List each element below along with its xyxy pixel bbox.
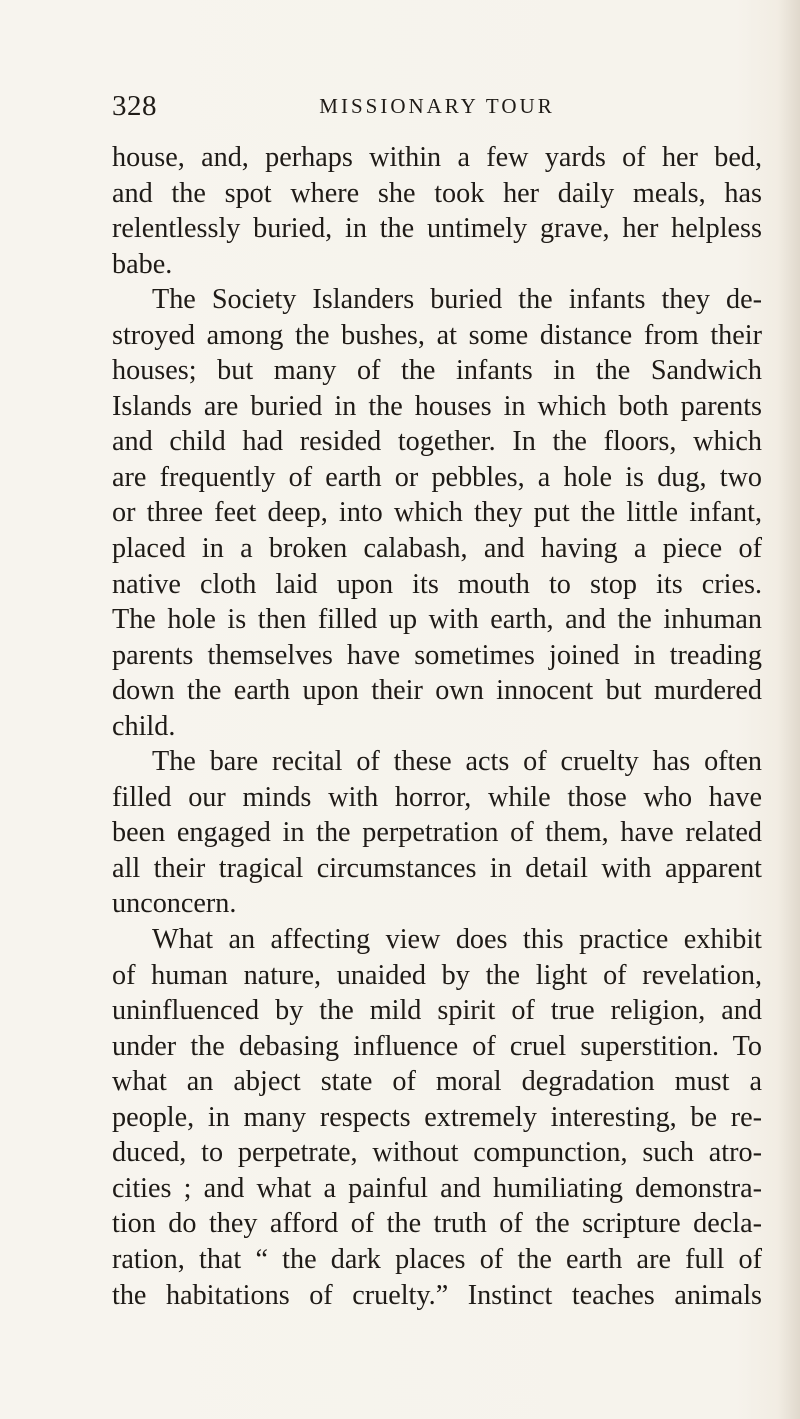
page-number: 328 xyxy=(112,90,157,122)
text-line: the habitations of cruelty.” Instinct teaches animals xyxy=(112,1279,762,1311)
running-head: MISSIONARY TOUR xyxy=(319,94,555,118)
text-line: babe. xyxy=(112,248,173,280)
text-line: all their tragical circumstances in detail with apparent xyxy=(112,852,762,884)
text-line: parents themselves have sometimes joined in treading xyxy=(112,639,762,671)
text-line: filled our minds with horror, while those who have xyxy=(112,781,762,813)
text-line: down the earth upon their own innocent but murdered xyxy=(112,675,762,707)
text-line: duced, to perpetrate, without compunction, such atro- xyxy=(112,1137,762,1169)
text-line: The bare recital of these acts of cruelty has often xyxy=(152,746,762,778)
text-line: of human nature, unaided by the light of revelation, xyxy=(112,959,762,991)
text-line: The Society Islanders buried the infants they de- xyxy=(152,284,762,316)
text-line: are frequently of earth or pebbles, a hole is dug, two xyxy=(112,461,762,493)
text-line: been engaged in the perpetration of them, have related xyxy=(112,817,762,849)
text-line: houses; but many of the infants in the Sandwich xyxy=(112,355,762,387)
text-line: Islands are buried in the houses in which both parents xyxy=(112,390,762,422)
text-line: cities ; and what a painful and humiliating demonstra- xyxy=(112,1172,762,1204)
text-line: under the debasing influence of cruel superstition. To xyxy=(112,1030,762,1062)
text-line: The hole is then filled up with earth, and the inhuman xyxy=(112,604,762,636)
text-line: what an abject state of moral degradation must a xyxy=(112,1066,762,1098)
body-text xyxy=(112,140,762,1313)
text-line: and child had resided together. In the floors, which xyxy=(112,426,762,458)
text-line: placed in a broken calabash, and having a piece of xyxy=(112,533,762,565)
text-line: house, and, perhaps within a few yards of her bed, xyxy=(112,142,762,173)
text-line: and the spot where she took her daily meals, has xyxy=(112,177,762,209)
text-line: What an affecting view does this practice exhibit xyxy=(152,924,762,956)
page-header xyxy=(112,90,762,124)
text-line: native cloth laid upon its mouth to stop its cries. xyxy=(112,568,762,600)
text-line: stroyed among the bushes, at some distance from their xyxy=(112,319,762,351)
page-edge-shadow xyxy=(778,0,800,1419)
text-line: ration, that “ the dark places of the earth are full of xyxy=(112,1243,762,1275)
text-line: or three feet deep, into which they put the little infant, xyxy=(112,497,762,529)
text-line: people, in many respects extremely interesting, be re- xyxy=(112,1101,762,1133)
text-line: child. xyxy=(112,710,176,742)
text-line: relentlessly buried, in the untimely grave, her helpless xyxy=(112,213,762,245)
text-line: tion do they afford of the truth of the scripture decla- xyxy=(112,1208,762,1240)
text-line: uninfluenced by the mild spirit of true religion, and xyxy=(112,995,762,1027)
text-line: unconcern. xyxy=(112,888,237,920)
